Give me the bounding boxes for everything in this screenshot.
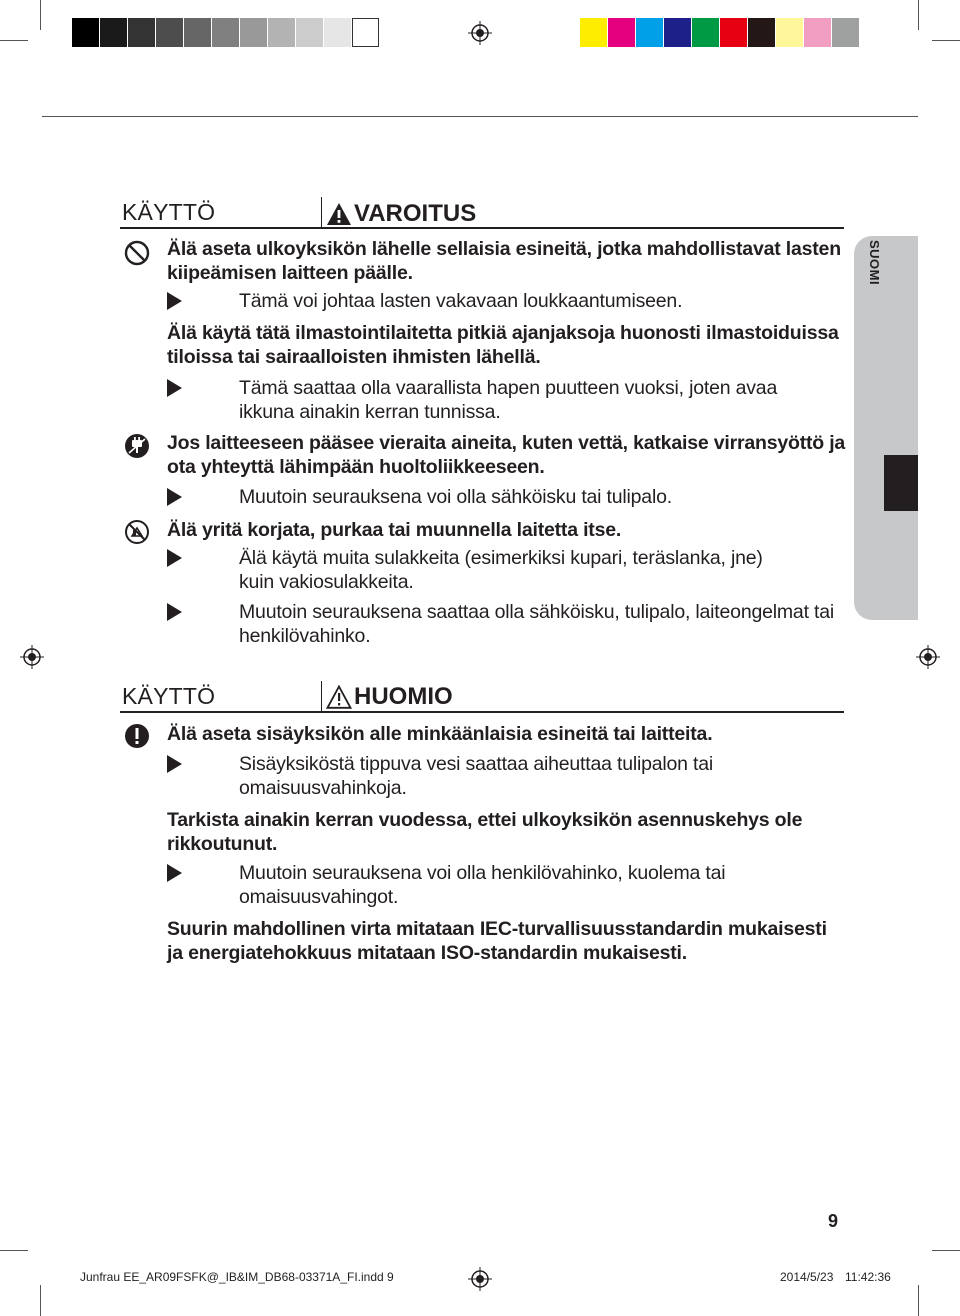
caution-heading <box>326 683 453 711</box>
color-swatch <box>324 18 351 47</box>
section-divider <box>120 711 844 713</box>
color-swatch <box>212 18 239 47</box>
color-swatch <box>664 18 691 47</box>
caution-item-detail: Muutoin seurauksena voi olla henkilövahinko, kuolema tai omaisuusvahingot. <box>239 862 726 908</box>
color-swatch <box>268 18 295 47</box>
registration-mark-icon <box>916 645 940 669</box>
color-swatch <box>580 18 607 47</box>
warning-item-detail: Muutoin seurauksena saattaa olla sähköisku, tulipalo, laiteongelmat tai henkilövahinko. <box>239 601 835 647</box>
color-swatch <box>352 18 379 47</box>
bullet-arrow-icon <box>167 292 182 310</box>
bullet-arrow-icon <box>167 488 182 506</box>
crop-mark <box>0 1250 28 1251</box>
crop-mark <box>932 40 960 41</box>
color-swatch <box>692 18 719 47</box>
section-title: KÄYTTÖ <box>122 683 216 709</box>
color-swatch <box>128 18 155 47</box>
warning-item-detail: Muutoin seurauksena voi olla sähköisku tai tulipalo. <box>239 486 672 508</box>
section-divider-vertical <box>321 681 322 711</box>
registration-mark-icon <box>20 645 44 669</box>
unplug-icon <box>124 433 150 459</box>
side-tab-label: SUOMI <box>867 240 882 286</box>
warning-item-text: Älä aseta ulkoyksikön lähelle sellaisia esineitä, jotka mahdollistavat lasten kiipeämisen laitteen päälle. <box>167 238 841 284</box>
color-swatch <box>156 18 183 47</box>
registration-mark-icon <box>468 1267 492 1291</box>
caution-item-text: Älä aseta sisäyksikön alle minkäänlaisia esineitä tai laitteita. <box>167 723 713 745</box>
warning-heading-text: VAROITUS <box>354 200 477 227</box>
color-swatch <box>608 18 635 47</box>
crop-mark <box>918 0 919 30</box>
color-swatch <box>72 18 99 47</box>
warning-item-text: Älä käytä tätä ilmastointilaitetta pitkiä ajanjaksoja huonosti ilmastoiduissa tiloissa tai sairaalloisten ihmisten lähellä. <box>167 322 839 368</box>
warning-item-text: Jos laitteeseen pääsee vieraita aineita, kuten vettä, katkaise virransyöttö ja ota yhteyttä lähimpään huoltoliikkeeseen. <box>167 432 846 478</box>
mandatory-icon <box>124 723 150 749</box>
registration-mark-icon <box>468 21 492 45</box>
side-tab-marker <box>884 455 918 511</box>
caution-item-detail: Sisäyksiköstä tippuva vesi saattaa aiheuttaa tulipalon tai omaisuusvahinkoja. <box>239 753 714 799</box>
section-divider <box>120 227 844 229</box>
warning-item-detail: Älä käytä muita sulakkeita (esimerkiksi kupari, teräslanka, jne) kuin vakiosulakkeita. <box>239 547 763 593</box>
bullet-arrow-icon <box>167 755 182 773</box>
bullet-arrow-icon <box>167 603 182 621</box>
color-swatch <box>776 18 803 47</box>
footer-filename: Junfrau EE_AR09FSFK@_IB&IM_DB68-03371A_FI.indd 9 <box>80 1270 394 1284</box>
section-divider-vertical <box>321 197 322 227</box>
color-swatch <box>636 18 663 47</box>
crop-mark <box>918 1285 919 1316</box>
crop-mark <box>932 1250 960 1251</box>
color-swatch <box>832 18 859 47</box>
caution-item-text: Suurin mahdollinen virta mitataan IEC-turvallisuusstandardin mukaisesti ja energiatehokkuus mitataan ISO-standardin mukaisesti. <box>167 918 827 964</box>
color-swatch <box>720 18 747 47</box>
warning-item-text: Älä yritä korjata, purkaa tai muunnella laitetta itse. <box>167 519 622 541</box>
no-disassembly-icon <box>124 519 150 545</box>
warning-triangle-icon <box>326 202 352 226</box>
prohibited-icon <box>124 240 150 266</box>
color-swatch <box>748 18 775 47</box>
section-title: KÄYTTÖ <box>122 199 216 225</box>
color-swatch <box>184 18 211 47</box>
crop-mark <box>40 0 41 30</box>
bullet-arrow-icon <box>167 864 182 882</box>
footer-time: 11:42:36 <box>845 1270 891 1284</box>
warning-heading <box>326 200 476 228</box>
color-swatch <box>100 18 127 47</box>
caution-item-text: Tarkista ainakin kerran vuodessa, ettei ulkoyksikön asennuskehys ole rikkoutunut. <box>167 809 803 855</box>
crop-mark <box>0 40 28 41</box>
bullet-arrow-icon <box>167 379 182 397</box>
footer-date: 2014/5/23 <box>780 1270 834 1284</box>
caution-triangle-icon <box>326 685 352 709</box>
crop-mark <box>40 1285 41 1316</box>
warning-item-detail: Tämä saattaa olla vaarallista hapen puutteen vuoksi, joten avaa ikkuna ainakin kerran tunnissa. <box>239 377 778 423</box>
page-number: 9 <box>828 1211 839 1231</box>
color-swatch <box>240 18 267 47</box>
caution-heading-text: HUOMIO <box>354 683 453 710</box>
warning-item-detail: Tämä voi johtaa lasten vakavaan loukkaantumiseen. <box>239 290 683 312</box>
page-trim-line <box>42 116 918 117</box>
bullet-arrow-icon <box>167 549 182 567</box>
color-swatch <box>296 18 323 47</box>
color-swatch <box>804 18 831 47</box>
